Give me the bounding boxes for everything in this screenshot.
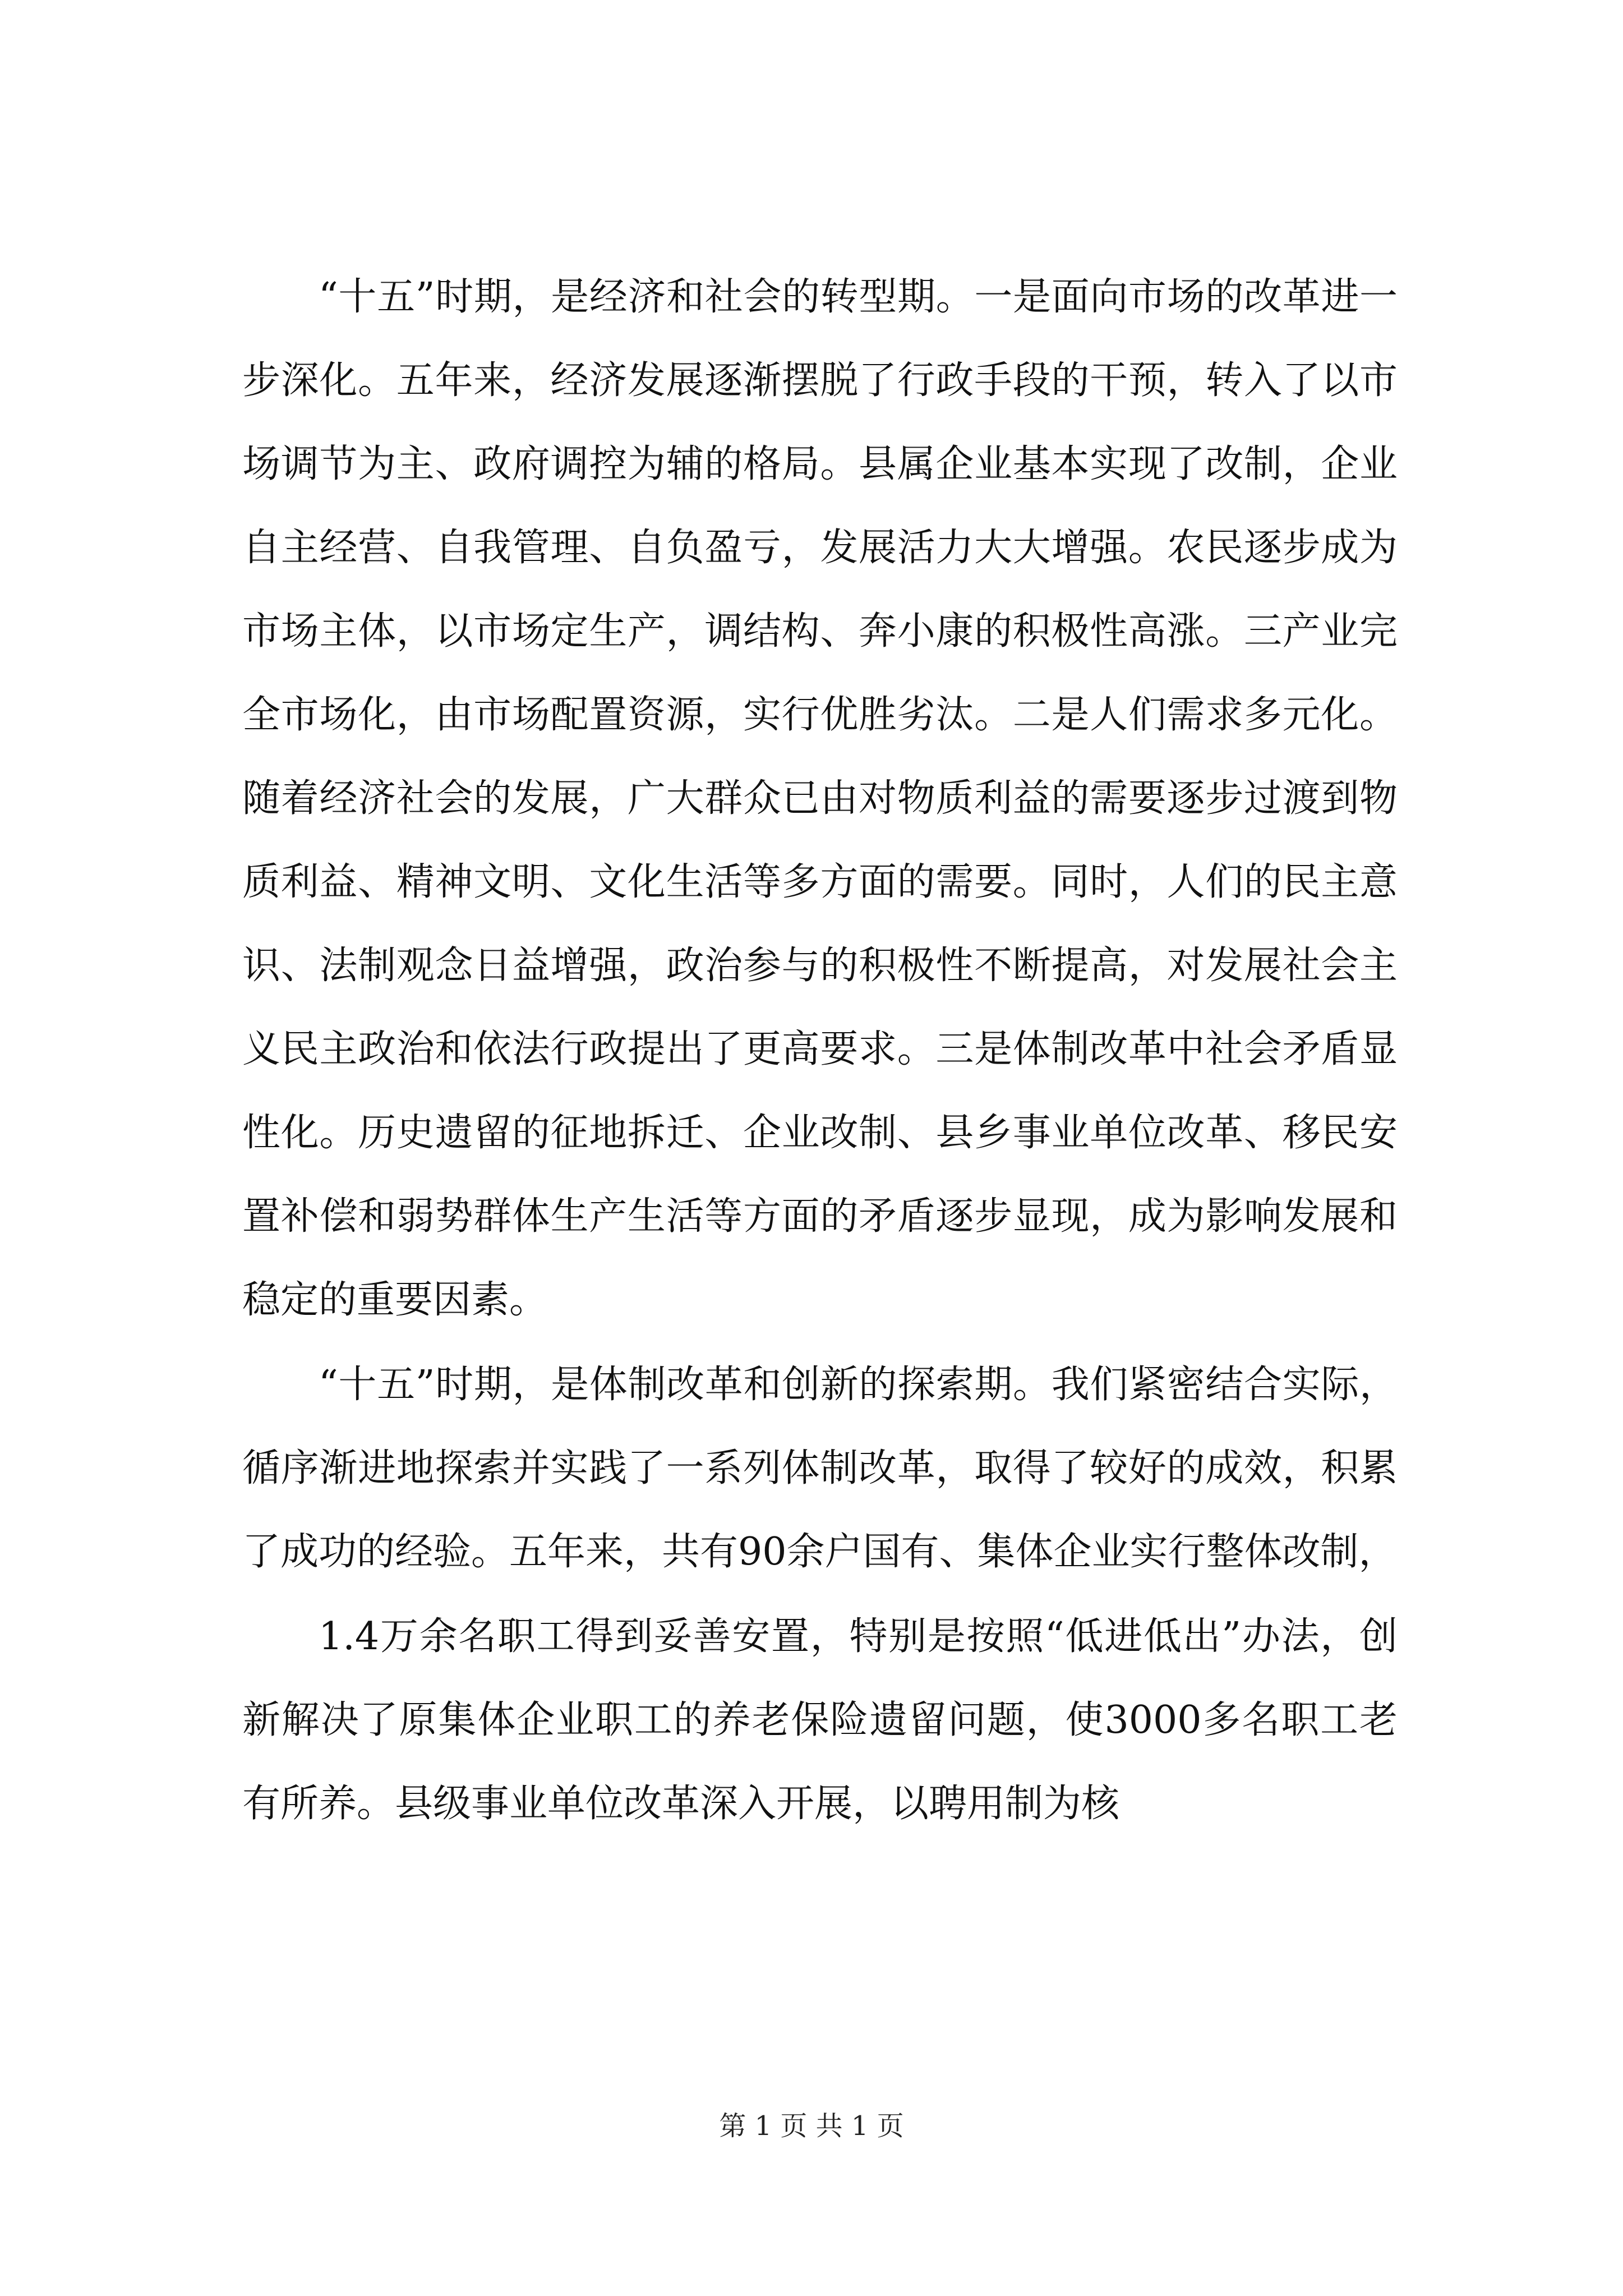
- paragraph-transition-period: “十五”时期，是经济和社会的转型期。一是面向市场的改革进一步深化。五年来，经济发展逐渐摆脱了行政手段的干预，转入了以市场调节为主、政府调控为辅的格局。县属企业基本实现了改制，企业自主经营、自我管理、自负盈亏，发展活力大大增强。农民逐步成为市场主体，以市场定生产，调结构、奔小康的积极性高涨。三产业完全市场化，由市场配置资源，实行优胜劣汰。二是人们需求多元化。随着经济社会的发展，广大群众已由对物质利益的需要逐步过渡到物质利益、精神文明、文化生活等多方面的需要。同时，人们的民主意识、法制观念日益增强，政治参与的积极性不断提高，对发展社会主义民主政治和依法行政提出了更高要求。三是体制改革中社会矛盾显性化。历史遗留的征地拆迁、企业改制、县乡事业单位改革、移民安置补偿和弱势群体生产生活等方面的矛盾逐步显现，成为影响发展和稳定的重要因素。: [242, 275, 1398, 1322]
- paragraph-worker-placement: 1.4万余名职工得到妥善安置，特别是按照“低进低出”办法，创新解决了原集体企业职工的养老保险遗留问题，使3000多名职工老有所养。县级事业单位改革深入开展，以聘用制为核: [242, 1614, 1398, 1826]
- paragraph-reform-exploration: “十五”时期，是体制改革和创新的探索期。我们紧密结合实际，循序渐进地探索并实践了一系列体制改革，取得了较好的成效，积累了成功的经验。五年来，共有90余户国有、集体企业实行整体改制，: [242, 1363, 1398, 1574]
- document-body: [242, 255, 1398, 1847]
- page-footer: 第 1 页 共 1 页: [719, 2110, 904, 2142]
